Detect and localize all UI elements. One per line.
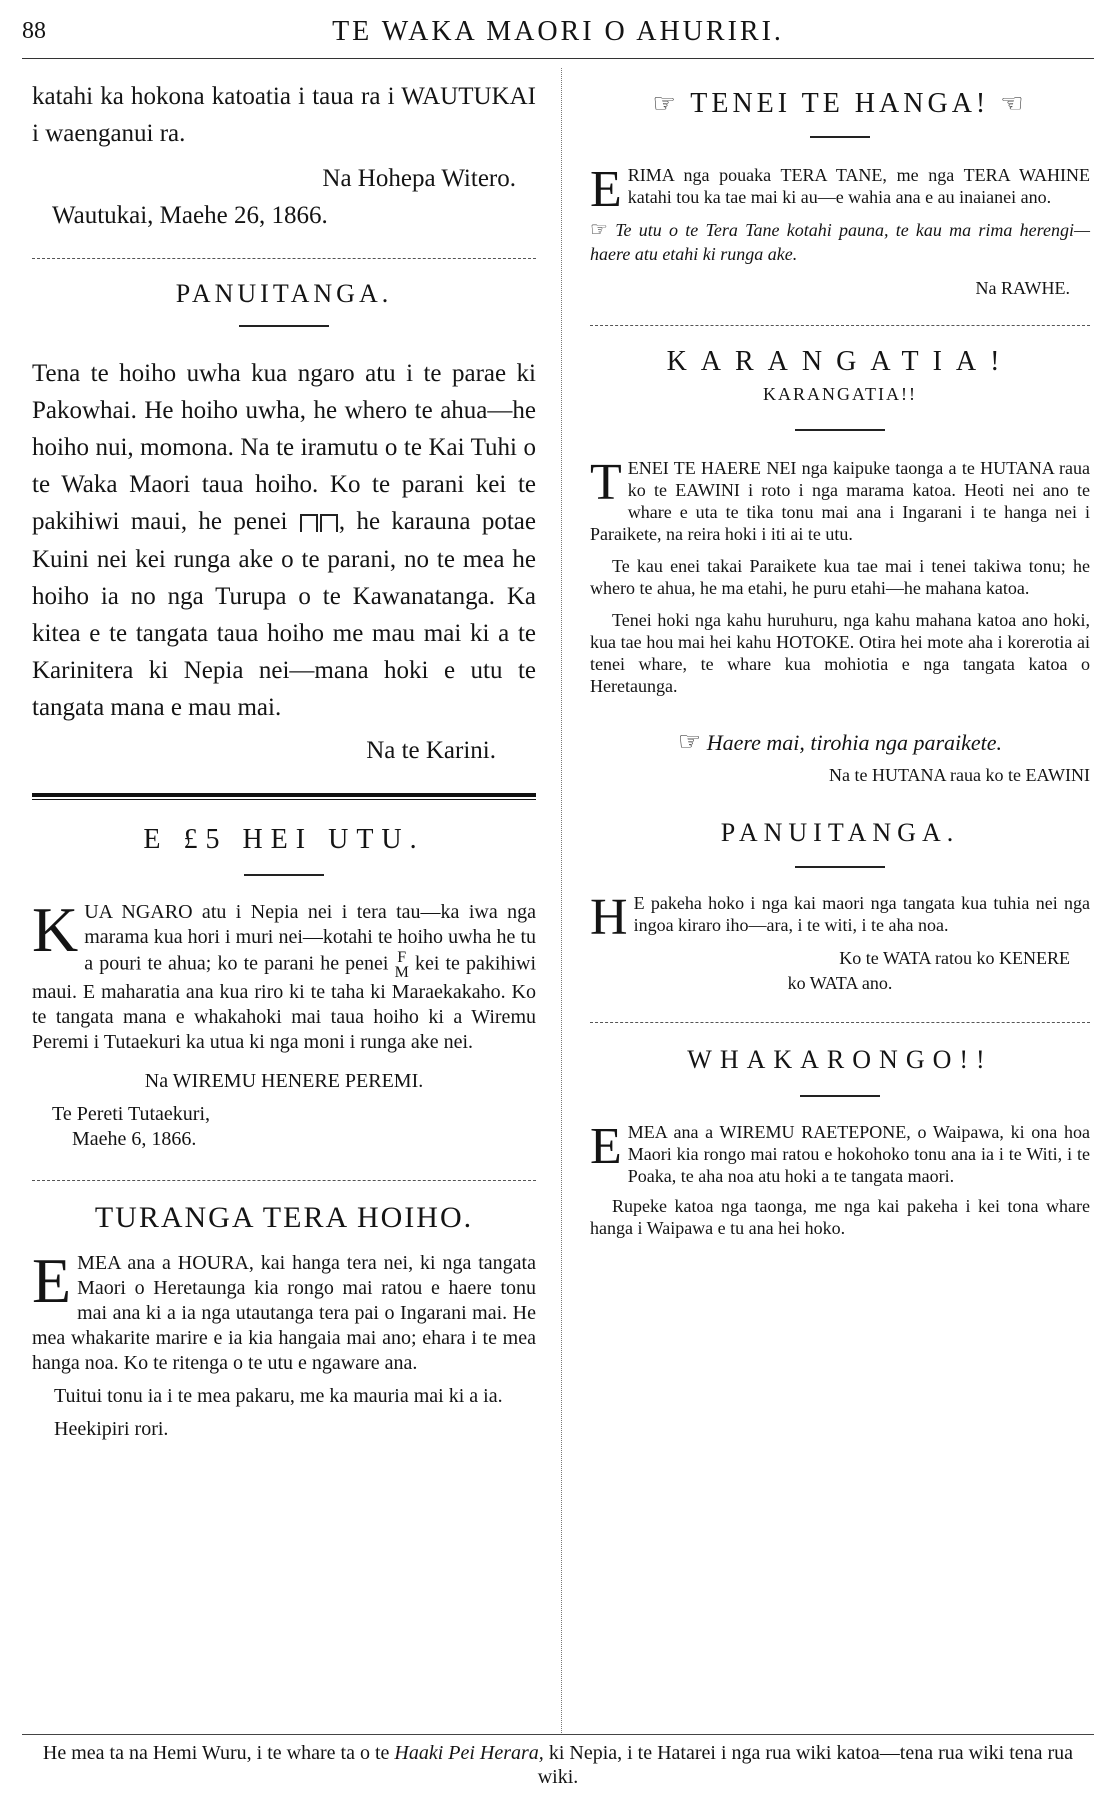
panuitanga-body-pre: Tena te hoiho uwha kua ngaro atu i te parae ki Pakowhai. He hoiho uwha, he whero te ahua—he hoiho nui, momona. Na te iramutu o te Kai Tuhi o te Waka Maori taua hoiho. Ko te parani kei te pakihiwi maui, he penei	[32, 360, 536, 535]
reward-signature: Na WIREMU HENERE PEREMI.	[144, 1070, 424, 1092]
reward-date: Maehe 6, 1866.	[72, 1128, 197, 1150]
turanga-body	[32, 1245, 536, 1376]
panuitanga-signature: Na te Karini.	[366, 737, 496, 764]
panuitanga2-title: PANUITANGA.	[720, 818, 960, 847]
panuitanga-body-post: , he karauna potae Kuini nei kei runga ake o te parani, no te mea he hoiho ia no nga Turupa o te Kawanatanga. Ka kitea e te tangata taua hoiho me mau mai ki a te Karinitera ki Nepia nei—mana hoki e utu te tangata mana e mau mai.	[32, 508, 536, 721]
page-header	[22, 14, 1094, 54]
hanga-body-text: RIMA nga pouaka TERA TANE, me nga TERA WAHINE katahi tou ka tae mai ki au—e wahia ana e au inaianei ano.	[627, 165, 1090, 207]
dropcap: T	[590, 454, 622, 511]
dropcap: E	[590, 1118, 622, 1175]
title-rule	[239, 325, 329, 327]
imprint-italic: Haaki Pei Herara,	[394, 1742, 544, 1764]
imprint-post: ki Nepia, i te Hatarei i nga rua wiki katoa—tena rua wiki tena rua wiki.	[537, 1742, 1074, 1788]
right-column	[590, 78, 1090, 1239]
pointing-hand-icon: ☞	[652, 89, 680, 118]
hanga-title-text: TENEI TE HANGA!	[690, 88, 990, 119]
double-rule	[32, 793, 536, 800]
left-column	[32, 78, 536, 1442]
title-rule	[800, 1095, 880, 1097]
intro-text: katahi ka hokona katoatia i taua ra i WAUTUKAI i waenganui ra.	[32, 83, 536, 147]
hanga-title	[590, 88, 1090, 120]
brand-shape-j	[300, 514, 318, 532]
turanga-para2: Tuitui tonu ia i te mea pakaru, me ka mauria mai ki a ia.	[54, 1385, 503, 1407]
karangatia-italic-text: Haere mai, tirohia nga paraikete.	[706, 730, 1003, 755]
karangatia-title: KARANGATIA!	[666, 346, 1014, 377]
whakarongo-body-text: MEA ana a WIREMU RAETEPONE, o Waipawa, ki ona hoa Maori kia rongo mai ratou e hokohoko tonu ana ia i te Witi, i te Poaka, te aha noa atu hoki a te tangata maori.	[627, 1122, 1090, 1186]
section-divider	[590, 325, 1090, 326]
panuitanga2-body	[590, 889, 1090, 946]
karangatia-body-text: ENEI TE HAERE NEI nga kaipuke taonga a te HUTANA raua ko te EAWINI i roto i nga marama katoa. Heoti nei ano te whare e uta te tika tonu mai ana i Ingarani i te hanga nei i Paraikete, na reira hoki i iti ai te utu.	[590, 458, 1090, 544]
column-divider	[561, 68, 562, 1733]
title-rule	[795, 866, 885, 868]
section-divider	[32, 1180, 536, 1181]
reward-body	[32, 894, 537, 1055]
dropcap: E	[32, 1245, 72, 1316]
panuitanga2-signature-1: Ko te WATA ratou ko KENERE	[839, 948, 1070, 968]
whakarongo-para2: Rupeke katoa nga taonga, me nga kai pakeha i kei tona whare hanga i Waipawa e tu ana hei hoko.	[590, 1196, 1090, 1238]
whakarongo-title: WHAKARONGO!!	[687, 1045, 993, 1074]
karangatia-signature: Na te HUTANA raua ko te EAWINI	[828, 765, 1090, 785]
title-rule	[795, 429, 885, 431]
hanga-italic-text: Te utu o te Tera Tane kotahi pauna, te kau ma rima herengi—haere atu etahi ki runga ake.	[590, 220, 1090, 264]
turanga-body-text: MEA ana a HOURA, kai hanga tera nei, ki nga tangata Maori o Heretaunga kia rongo mai ratou e haere tonu mai ana ki a ia nga utautanga tera pai o Ingarani mai. He mea whakarite marire e ia kia hangaia mai ano; ehara i te mea hanga noa. Ko te ritenga o te utu e ngaware ana.	[32, 1252, 536, 1374]
panuitanga-body	[32, 355, 536, 726]
turanga-para3: Heekipiri rori.	[54, 1418, 169, 1440]
section-divider	[590, 1022, 1090, 1023]
pointing-hand-icon: ☞	[590, 219, 608, 241]
header-rule	[22, 58, 1094, 59]
running-title: TE WAKA MAORI O AHURIRI.	[332, 16, 784, 47]
panuitanga2-body-text: E pakeha hoko i nga kai maori nga tangata kua tuhia nei nga ingoa kiraro iho—ara, i te witi, i te aha noa.	[633, 893, 1090, 935]
reward-title: E £5 HEI UTU.	[143, 824, 425, 855]
panuitanga2-signature-2: ko WATA ano.	[787, 973, 893, 993]
karangatia-para3: Tenei hoki nga kahu huruhuru, nga kahu mahana katoa ano hoki, kua tae hou mai hei kahu HOTOKE. Otira hei mote aha i korerotia ai tenei whare, te whare kua mohiotia e nga tangata katoa o Heretaunga.	[590, 610, 1090, 696]
hanga-body	[590, 161, 1090, 218]
karangatia-body	[590, 454, 1090, 545]
intro-dateline: Wautukai, Maehe 26, 1866.	[52, 202, 328, 229]
imprint-pre: He mea ta na Hemi Wuru, i te whare ta o te	[42, 1742, 390, 1764]
reward-place: Te Pereti Tutaekuri,	[52, 1103, 211, 1125]
pointing-hand-icon: ☜	[1000, 89, 1028, 118]
karangatia-subtitle: KARANGATIA!!	[763, 384, 917, 404]
brand-top: F	[397, 949, 407, 966]
brand-bottom: M	[394, 964, 409, 981]
whakarongo-body	[590, 1118, 1090, 1187]
pointing-hand-icon: ☞	[677, 727, 702, 756]
title-rule	[244, 874, 324, 876]
brand-mark	[299, 510, 339, 535]
brand-shape-t	[320, 514, 338, 532]
hanga-signature: Na RAWHE.	[975, 278, 1070, 298]
page-number: 88	[22, 18, 46, 44]
reward-body-post: kei te pakihiwi maui. E maharatia ana kua riro ki te taha ki Maraekakaho. Ko te tangata mana e whakahoki mai taua hoiho ki a Wiremu Peremi i Tutaekuri ka utua ki nga moni i runga ake nei.	[32, 952, 537, 1053]
title-rule	[810, 136, 870, 138]
karangatia-italic	[590, 727, 1090, 757]
dropcap: K	[32, 894, 79, 965]
hanga-italic	[590, 218, 1090, 266]
turanga-title: TURANGA TERA HOIHO.	[94, 1201, 474, 1234]
imprint-footer	[22, 1734, 1094, 1789]
karangatia-para2: Te kau enei takai Paraikete kua tae mai i tenei takiwa tonu; he whero te ahua, he ma etahi, he puru etahi—he mahana katoa.	[590, 556, 1090, 598]
dropcap: H	[590, 889, 628, 946]
section-divider	[32, 258, 536, 259]
panuitanga-title: PANUITANGA.	[175, 279, 393, 308]
intro-signature: Na Hohepa Witero.	[322, 165, 516, 192]
dropcap: E	[590, 161, 622, 218]
brand-fraction	[395, 950, 409, 980]
reward-body-pre: UA NGARO atu i Nepia nei i tera tau—ka iwa nga marama kua hori i muri nei—kotahi te hoiho uwha he tu a pouri te ahua; ko te parani he penei	[84, 901, 536, 975]
